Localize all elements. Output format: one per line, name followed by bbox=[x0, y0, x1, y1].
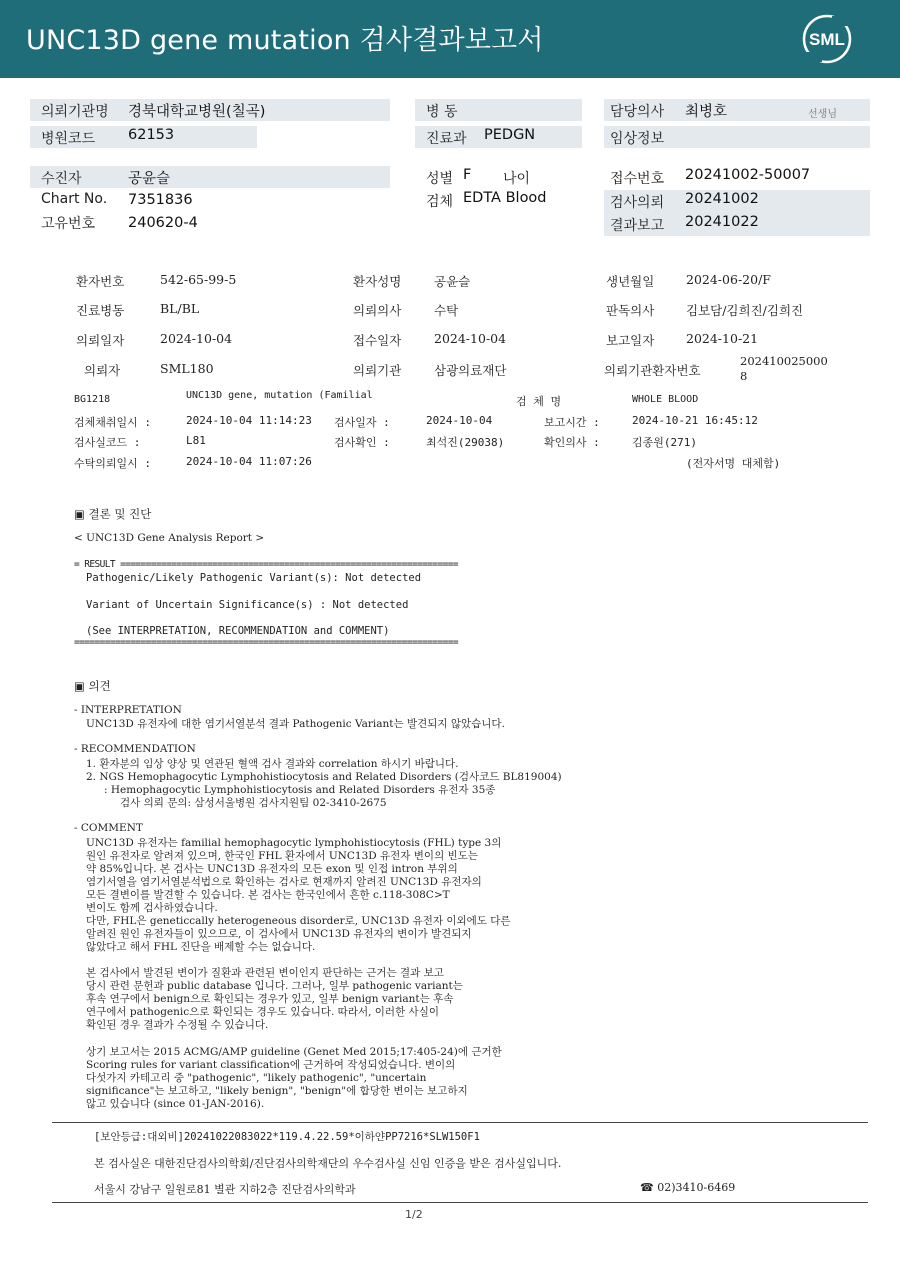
patient-label: 수진자 bbox=[41, 171, 82, 187]
confirm-doctor-label: 확인의사 : bbox=[544, 436, 600, 449]
comment-line-10: 본 검사에서 발견된 변이가 질환과 관련된 변이인지 판단하는 근거는 결과 보고 bbox=[86, 967, 444, 979]
comment-line-6: 변이도 함께 검사하였습니다. bbox=[86, 902, 218, 914]
r3-label1: 의뢰일자 bbox=[76, 333, 125, 348]
collect-label: 검체채취일시 : bbox=[74, 416, 152, 429]
r4-label3: 의뢰기관환자번호 bbox=[604, 363, 701, 378]
address-line: 서울시 강남구 일원로81 별관 지하2층 진단검사의학과 bbox=[94, 1183, 356, 1196]
result-value: 20241022 bbox=[685, 214, 759, 230]
comment-line-13: 연구에서 pathogenic으로 확인되는 경우도 있습니다. 따라서, 이러한 사실이 bbox=[86, 1006, 439, 1018]
see-note: (See INTERPRETATION, RECOMMENDATION and COMMENT) bbox=[86, 625, 390, 637]
r2-value3: 김보담/김희진/김희진 bbox=[686, 303, 804, 318]
receipt-label: 접수번호 bbox=[610, 171, 665, 187]
test-specimen-label: 검 체 명 bbox=[516, 395, 562, 408]
vus-result: Variant of Uncertain Significance(s) : Not detected bbox=[86, 599, 409, 611]
uid-label: 고유번호 bbox=[41, 216, 96, 232]
r2-label3: 판독의사 bbox=[606, 303, 655, 318]
comment-line-9: 않았다고 해서 FHL 진단을 배제할 수는 없습니다. bbox=[86, 941, 316, 953]
specimen-value: EDTA Blood bbox=[463, 190, 547, 206]
interpretation-text: UNC13D 유전자에 대한 염기서열분석 결과 Pathogenic Variant는 발견되지 않았습니다. bbox=[86, 718, 505, 730]
patient-value: 공윤슬 bbox=[128, 171, 171, 187]
comment-line-17: 다섯가지 카테고리 중 "pathogenic", "likely pathogenic", "uncertain bbox=[86, 1072, 427, 1084]
esign-note: (전자서명 대체함) bbox=[686, 457, 781, 470]
exam-date-value: 2024-10-04 bbox=[426, 414, 493, 427]
r3-value1: 2024-10-04 bbox=[160, 331, 233, 346]
interpretation-heading: - INTERPRETATION bbox=[74, 704, 182, 716]
report-title-line: < UNC13D Gene Analysis Report > bbox=[74, 532, 265, 544]
doctor-value: 최병호 bbox=[685, 104, 728, 120]
pathogenic-result: Pathogenic/Likely Pathogenic Variant(s): Not detected bbox=[86, 572, 422, 584]
receipt-value: 20241002-50007 bbox=[685, 167, 811, 183]
uid-value: 240620-4 bbox=[128, 215, 198, 231]
result-divider: = RESULT ================================================================== bbox=[74, 559, 458, 570]
confirm-label: 검사확인 : bbox=[334, 436, 390, 449]
dept-label: 진료과 bbox=[426, 131, 467, 147]
r2-label1: 진료병동 bbox=[76, 303, 125, 318]
consign-value: 2024-10-04 11:07:26 bbox=[186, 455, 312, 468]
r1-value2: 공윤슬 bbox=[434, 274, 471, 289]
age-label: 나이 bbox=[503, 171, 531, 187]
comment-line-11: 당시 관련 문헌과 public database 입니다. 그러나, 일부 pathogenic variant는 bbox=[86, 980, 463, 992]
exam-date-label: 검사일자 : bbox=[334, 416, 390, 429]
clinical-label: 임상정보 bbox=[610, 131, 665, 147]
report-title: UNC13D gene mutation 검사결과보고서 bbox=[26, 25, 544, 56]
hosp-code-label: 병원코드 bbox=[41, 131, 96, 147]
r1-value1: 542-65-99-5 bbox=[160, 272, 237, 287]
test-name: UNC13D gene, mutation (Familial bbox=[186, 390, 373, 401]
r1-value3: 2024-06-20/F bbox=[686, 272, 771, 287]
comment-line-16: Scoring rules for variant classification에 근거하여 작성되었습니다. 변이의 bbox=[86, 1059, 456, 1071]
confirm-doctor-value: 김종원(271) bbox=[632, 436, 697, 449]
opinion-heading: ▣ 의견 bbox=[74, 679, 111, 693]
test-code: BG1218 bbox=[74, 394, 111, 405]
chart-value: 7351836 bbox=[128, 192, 193, 208]
consign-label: 수탁의뢰일시 : bbox=[74, 457, 152, 470]
comment-heading: - COMMENT bbox=[74, 822, 143, 834]
conclusion-heading: ▣ 결론 및 진단 bbox=[74, 507, 152, 521]
phone-line: ☎ 02)3410-6469 bbox=[640, 1181, 736, 1194]
comment-line-12: 후속 연구에서 benign으로 확인되는 경우가 있고, 일부 benign variant는 후속 bbox=[86, 993, 454, 1005]
result-label: 결과보고 bbox=[610, 218, 665, 234]
report-time-label: 보고시간 : bbox=[544, 416, 600, 429]
r3-value2: 2024-10-04 bbox=[434, 331, 507, 346]
chart-label: Chart No. bbox=[41, 191, 108, 207]
comment-line-3: 약 85%입니다. 본 검사는 UNC13D 유전자의 모든 exon 및 인접 intron 부위의 bbox=[86, 863, 458, 875]
r1-label1: 환자번호 bbox=[76, 274, 125, 289]
sml-logo bbox=[802, 14, 852, 64]
confirm-value: 최석진(29038) bbox=[426, 436, 505, 449]
req-org-value: 경북대학교병원(칠곡) bbox=[128, 104, 266, 120]
recommendation-2: 2. NGS Hemophagocytic Lymphohistiocytosis and Related Disorders (검사코드 BL819004) bbox=[86, 771, 562, 783]
recommendation-1: 1. 환자분의 임상 양상 및 연관된 혈액 검사 결과와 correlation 하시기 바랍니다. bbox=[86, 758, 459, 770]
footer-top-rule bbox=[52, 1122, 868, 1123]
specimen-label: 검체 bbox=[426, 194, 454, 210]
r1-label3: 생년월일 bbox=[606, 274, 655, 289]
logo-text: SML bbox=[809, 30, 845, 49]
test-specimen: WHOLE BLOOD bbox=[632, 394, 699, 405]
comment-line-15: 상기 보고서는 2015 ACMG/AMP guideline (Genet Med 2015;17:405-24)에 근거한 bbox=[86, 1046, 502, 1058]
recommendation-4: 검사 의뢰 문의: 삼성서울병원 검사지원팀 02-3410-2675 bbox=[120, 797, 387, 809]
r4-value3a: 202410025000 bbox=[740, 354, 828, 368]
bar-patient bbox=[30, 166, 390, 188]
collect-value: 2024-10-04 11:14:23 bbox=[186, 414, 312, 427]
hosp-code-value: 62153 bbox=[128, 127, 175, 143]
comment-line-7: 다만, FHL은 geneticcally heterogeneous disorder로, UNC13D 유전자 이외에도 다른 bbox=[86, 915, 511, 927]
r3-label3: 보고일자 bbox=[606, 333, 655, 348]
r2-value2: 수탁 bbox=[434, 303, 459, 318]
comment-line-2: 원인 유전자로 알려져 있으며, 한국인 FHL 환자에서 UNC13D 유전자 변이의 빈도는 bbox=[86, 850, 478, 862]
dept-value: PEDGN bbox=[484, 127, 536, 143]
page-number: 1/2 bbox=[405, 1208, 423, 1221]
report-time-value: 2024-10-21 16:45:12 bbox=[632, 414, 758, 427]
sex-label: 성별 bbox=[426, 171, 454, 187]
r4-label2: 의뢰기관 bbox=[353, 363, 402, 378]
r3-value3: 2024-10-21 bbox=[686, 331, 759, 346]
report-header bbox=[0, 0, 900, 78]
r2-label2: 의뢰의사 bbox=[353, 303, 402, 318]
sex-value: F bbox=[463, 167, 472, 183]
r3-label2: 접수일자 bbox=[353, 333, 402, 348]
room-label: 검사실코드 : bbox=[74, 436, 141, 449]
recommendation-heading: - RECOMMENDATION bbox=[74, 743, 196, 755]
comment-line-4: 염기서열을 염기서열분석법으로 확인하는 검사로 현재까지 알려진 UNC13D 유전자의 bbox=[86, 876, 482, 888]
r4-value2: 삼광의료재단 bbox=[434, 363, 507, 378]
room-value: L81 bbox=[186, 434, 206, 447]
comment-line-18: significance"는 보고하고, "likely benign", "benign"에 합당한 변이는 보고하지 bbox=[86, 1085, 468, 1097]
comment-line-1: UNC13D 유전자는 familial hemophagocytic lymphohistiocytosis (FHL) type 3의 bbox=[86, 837, 502, 849]
end-divider: =========================================================================== bbox=[74, 637, 458, 648]
request-label: 검사의뢰 bbox=[610, 195, 665, 211]
security-line: [보안등급:대외비]20241022083022*119.4.22.59*이하얀PP7216*SLW150F1 bbox=[94, 1131, 480, 1143]
request-value: 20241002 bbox=[685, 191, 759, 207]
r4-label1: 의뢰자 bbox=[84, 363, 121, 378]
r4-value1: SML180 bbox=[160, 361, 214, 376]
r2-value1: BL/BL bbox=[160, 301, 200, 316]
comment-line-8: 알려진 원인 유전자들이 있으므로, 이 검사에서 UNC13D 유전자의 변이가 발견되지 bbox=[86, 928, 472, 940]
r1-label2: 환자성명 bbox=[353, 274, 402, 289]
r4-value3b: 8 bbox=[740, 369, 748, 383]
recommendation-3: : Hemophagocytic Lymphohistiocytosis and Related Disorders 유전자 35종 bbox=[104, 784, 496, 796]
doctor-suffix: 선생님 bbox=[808, 109, 837, 120]
footer-bottom-rule bbox=[52, 1202, 868, 1203]
ward-label: 병 동 bbox=[426, 104, 458, 120]
req-org-label: 의뢰기관명 bbox=[41, 104, 109, 120]
comment-line-5: 모든 결변이를 발견할 수 있습니다. 본 검사는 한국인에서 흔한 c.118-308C>T bbox=[86, 889, 450, 901]
certification-line: 본 검사실은 대한진단검사의학회/진단검사의학재단의 우수검사실 신임 인증을 받은 검사실입니다. bbox=[94, 1157, 562, 1170]
comment-line-19: 않고 있습니다 (since 01-JAN-2016). bbox=[86, 1098, 265, 1110]
doctor-label: 담당의사 bbox=[610, 104, 665, 120]
comment-line-14: 확인된 경우 결과가 수정될 수 있습니다. bbox=[86, 1019, 269, 1031]
